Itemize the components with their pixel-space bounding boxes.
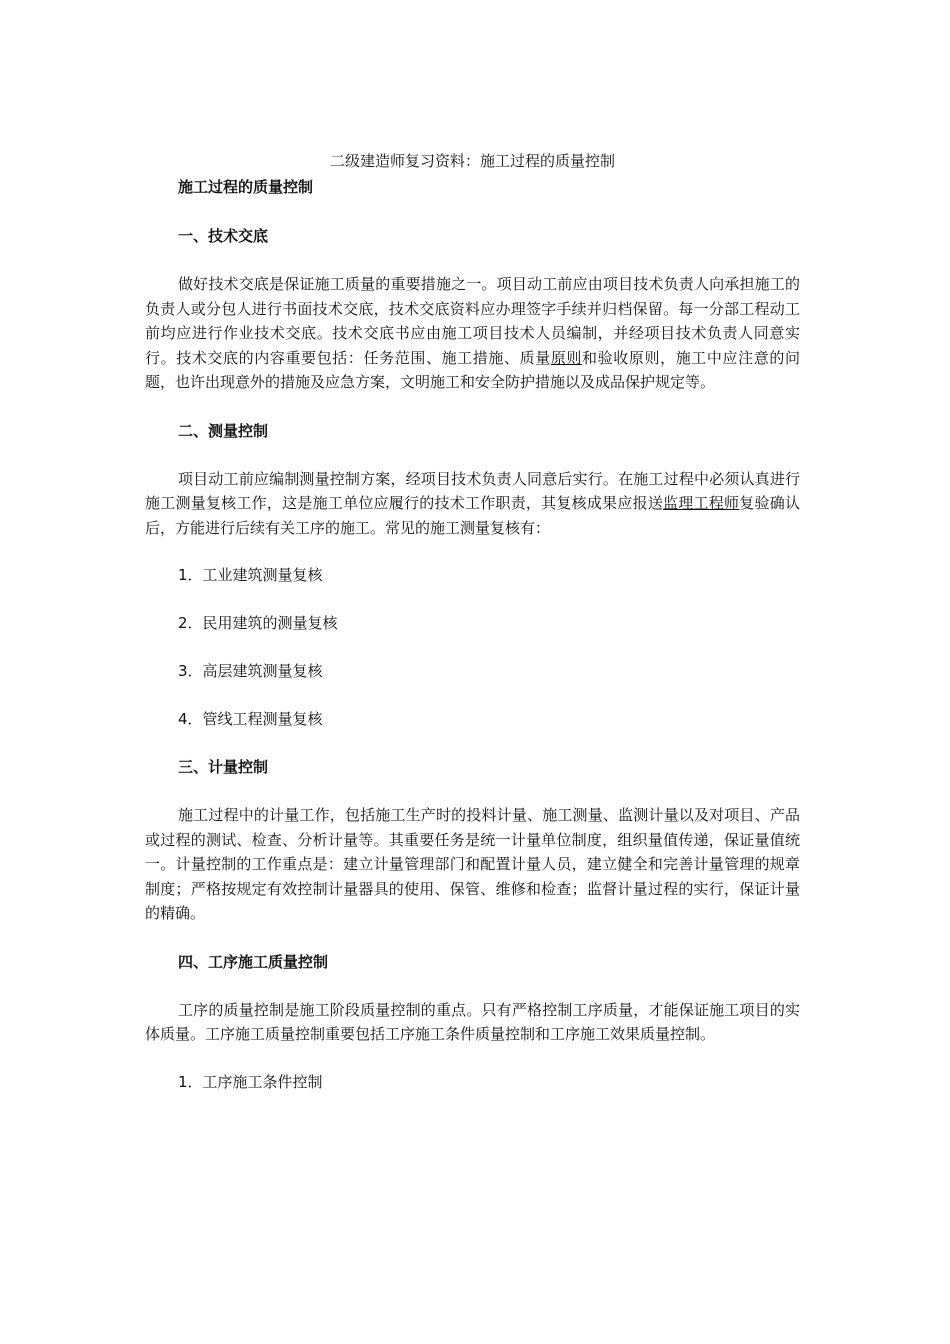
list-item: 4．管线工程测量复核 [178, 710, 323, 728]
list-item: 3．高层建筑测量复核 [178, 662, 323, 680]
paragraph-technical-briefing: 做好技术交底是保证施工质量的重要措施之一。项目动工前应由项目技术负责人向承担施工的负责人或分包人进行书面技术交底，技术交底资料应办理签字手续并归档保留。每一分部工程动工前均应进行作业技术交底。技术交底书应由施工项目技术人员编制，并经项目技术负责人同意实行。技术交底的内容重要包括：任务范围、施工措施、质量原则和验收原则，施工中应注意的问题，也许出现意外的措施及应急方案，文明施工和安全防护措施以及成品保护规定等。 [145, 275, 800, 391]
document-page [145, 148, 800, 1095]
heading-technical-briefing: 一、技术交底 [178, 227, 269, 245]
link-supervising-engineer[interactable]: 监理工程师 [663, 494, 740, 512]
list-item: 1．工序施工条件控制 [178, 1072, 323, 1091]
link-principle[interactable]: 原则 [550, 348, 583, 367]
heading-metering-control: 三、计量控制 [178, 758, 269, 776]
paragraph-process-quality-control: 工序的质量控制是施工阶段质量控制的重点。只有严格控制工序质量，才能保证施工项目的实体质量。工序施工质量控制重要包括工序施工条件质量控制和工序施工效果质量控制。 [145, 1000, 800, 1043]
list-item: 1．工业建筑测量复核 [178, 566, 323, 584]
heading-process-quality-control: 四、工序施工质量控制 [178, 952, 329, 971]
heading-survey-control: 二、测量控制 [178, 421, 269, 440]
paragraph-survey-control: 项目动工前应编制测量控制方案，经项目技术负责人同意后实行。在施工过程中必须认真进行施工测量复核工作，这是施工单位应履行的技术工作职责，其复核成果应报送监理工程师复验确认后，方能进行后续有关工序的施工。常见的施工测量复核有： [145, 469, 800, 537]
section-title: 施工过程的质量控制 [178, 178, 314, 196]
list-item: 2．民用建筑的测量复核 [178, 614, 338, 632]
document-title: 二级建造师复习资料：施工过程的质量控制 [329, 152, 615, 170]
paragraph-metering-control: 施工过程中的计量工作，包括施工生产时的投料计量、施工测量、监测计量以及对项目、产品或过程的测试、检查、分析计量等。其重要任务是统一计量单位制度，组织量值传递，保证量值统一。计量控制的工作重点是：建立计量管理部门和配置计量人员，建立健全和完善计量管理的规章制度；严格按规定有效控制计量器具的使用、保管、维修和检查；监督计量过程的实行，保证计量的精确。 [145, 806, 800, 922]
